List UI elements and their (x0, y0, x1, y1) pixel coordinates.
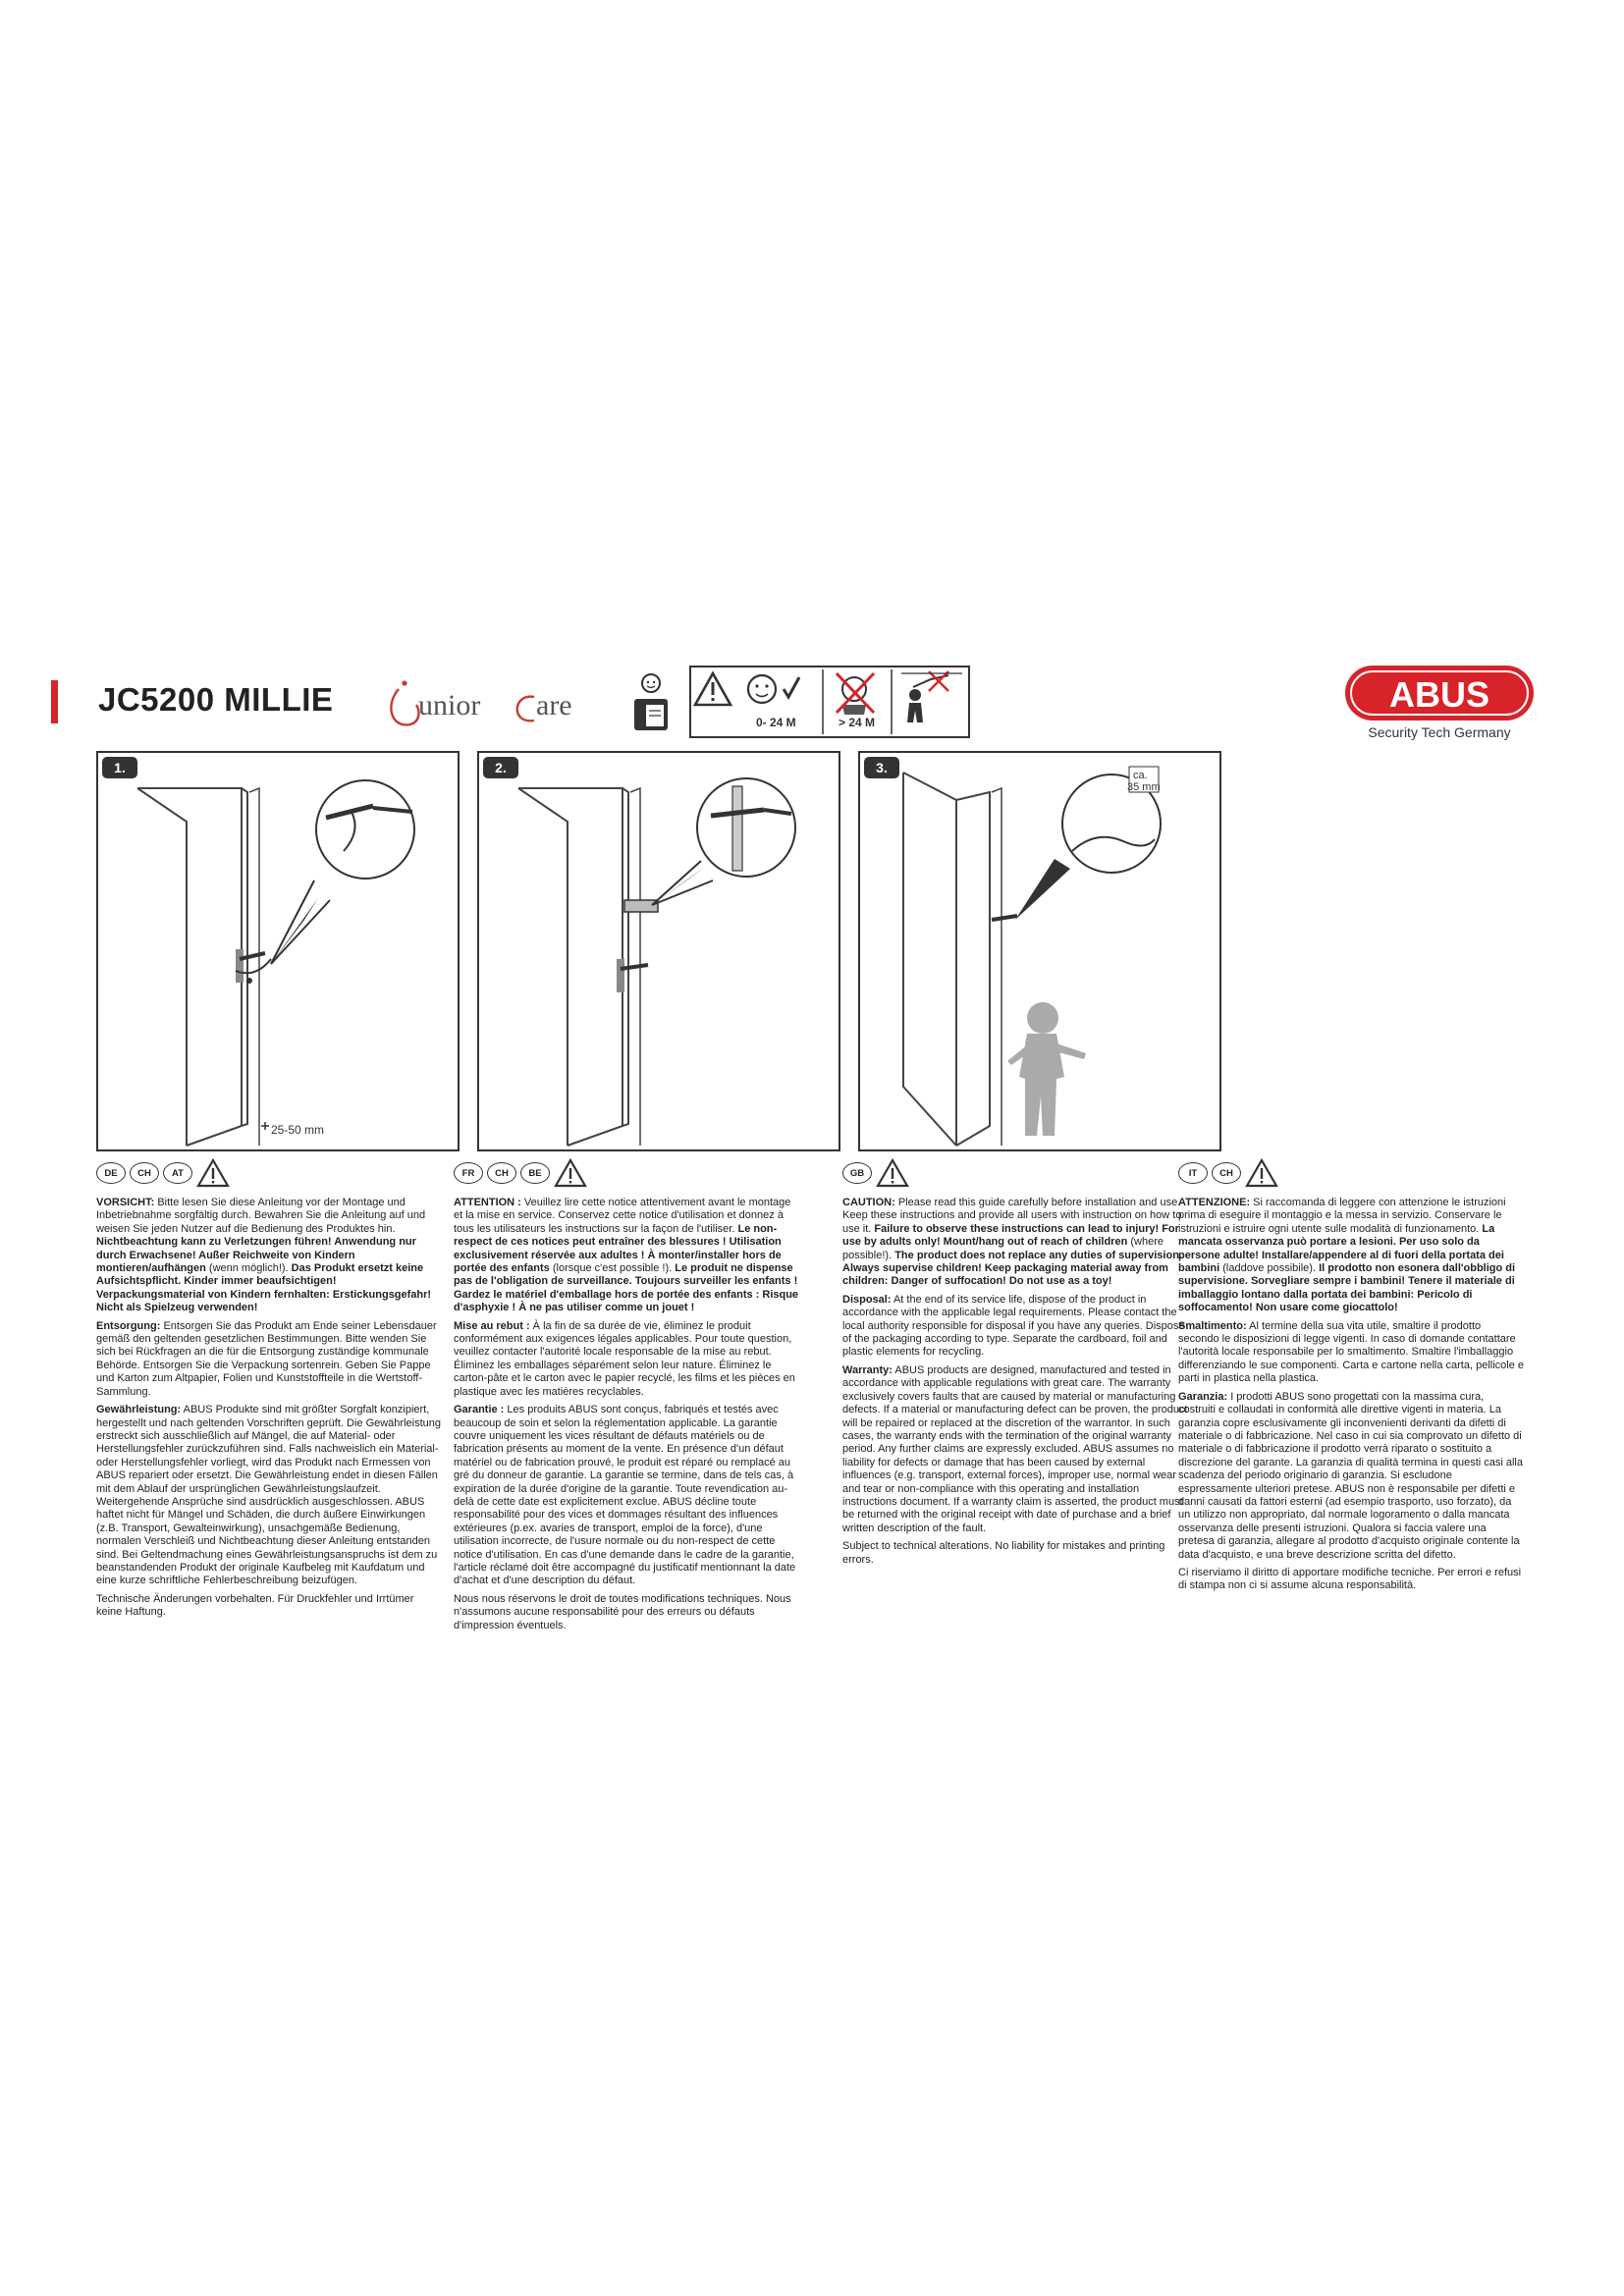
caution-text: Veuillez lire cette notice attentivement avant le montage et la mise en service. Conservez cette notice d'utilisation et donnez à tous les utilisateurs les instructions sur la façon de l'utiliser. (454, 1197, 791, 1235)
caution-bold: Failure to observe these instructions can lead to injury! For use by adults only! Mount/hang out of reach of children (842, 1222, 1179, 1249)
caution-bold-2: The product does not replace any duties of supervision. Always supervise children! Keep packaging material away from children: Danger of suffocation! Do not use as a toy! (842, 1249, 1182, 1288)
toddler-silhouette (1007, 1002, 1086, 1136)
column-it (1178, 1153, 1524, 1598)
disposal-text: At the end of its service life, dispose of the product in accordance with the applicable legal requirements. Please contact the local authority responsible for disposal if you have any queries. Dispose of the packaging according to type. Separate the cardboard, foil and plastic elements for recycling. (842, 1293, 1185, 1359)
age-warning-graphic (691, 667, 968, 736)
disposal-heading: Mise au rebut : (454, 1319, 530, 1332)
step-2-panel (477, 751, 840, 1151)
flag-badge: GB (842, 1162, 872, 1184)
caution-text: Bitte lesen Sie diese Anleitung vor der Montage und Inbetriebnahme sorgfältig durch. Bewahren Sie die Anleitung auf und weisen Sie jeden Nutzer auf die Bedienung des Produktes hin. (96, 1197, 426, 1235)
age-warning-box (689, 666, 970, 738)
caution-heading: ATTENZIONE: (1178, 1197, 1251, 1208)
caution-text-2: (wenn möglich!). (205, 1262, 292, 1275)
language-flags (842, 1153, 1188, 1193)
disclaimer-text: Nous nous réservons le droit de toutes modifications techniques. Nous n'assumons aucune responsabilité pour des erreurs ou défauts d'impression éventuels. (454, 1592, 791, 1631)
warning-icon (196, 1158, 230, 1188)
caution-text-2: (lorsque c'est possible !). (549, 1262, 676, 1275)
abus-logo (1343, 664, 1536, 722)
warranty-heading: Warranty: (842, 1363, 893, 1376)
disposal-text: Al termine della sua vita utile, smaltire il prodotto secondo le disposizioni di legge vigenti. In caso di domande contattare l'autorità locale responsabile per lo smaltimento. Smaltire l'imballaggio differenziando le sue componenti. Carta e cartone nella carta, pellicole e parti in plastica nella plastica. (1178, 1319, 1525, 1385)
caution-text: Please read this guide carefully before installation and use. Keep these instructions and provide all users with instruction on how to use it. (842, 1197, 1182, 1235)
product-title: JC5200 MILLIE (98, 681, 334, 718)
step-number: 3. (876, 760, 888, 775)
accent-bar (51, 680, 58, 723)
step-3-illustration (860, 753, 1219, 1149)
flag-badge: FR (454, 1162, 483, 1184)
age-ok-label: 0- 24 M (756, 716, 796, 729)
dimension-label: 25-50 mm (271, 1123, 325, 1137)
caution-heading: CAUTION: (842, 1197, 895, 1208)
disclaimer-text: Ci riserviamo il diritto di apportare modifiche tecniche. Per errori e refusi di stampa non ci si assume alcuna responsabilità. (1178, 1566, 1522, 1592)
caution-bold-2: Das Produkt ersetzt keine Aufsichtspflicht. Kinder immer beaufsichtigen! Verpackungsmaterial von Kindern fernhalten: Erstickungsgefahr! Nicht als Spielzeug verwenden! (96, 1262, 432, 1314)
flag-badge: BE (520, 1162, 550, 1184)
warning-icon (554, 1158, 587, 1188)
warranty-heading: Gewährleistung: (96, 1404, 182, 1416)
column-en (842, 1153, 1188, 1572)
toddler-icon (842, 677, 866, 701)
caution-heading: VORSICHT: (96, 1197, 155, 1208)
language-flags (454, 1153, 799, 1193)
column-de (96, 1153, 442, 1625)
disposal-text: À la fin de sa durée de vie, éliminez le produit conformément aux exigences légales applicables. Pour toute question, veuillez contacter l'autorité locale responsable de la mise au rebut. Éliminez les emballages séparément selon leur nature. Éliminez le carton-pâte et le carton avec le papier recyclé, les films et les pièces en plastique avec les matières recyclables. (454, 1319, 795, 1398)
flag-badge: CH (1212, 1162, 1241, 1184)
step-3-panel (858, 751, 1221, 1151)
flag-badge: IT (1178, 1162, 1208, 1184)
warranty-text: ABUS Produkte sind mit größter Sorgfalt konzipiert, hergestellt und nach geltenden Vorschriften geprüft. Die Gewährleistung erstreckt sich ausschließlich auf Mängel, die auf Material- oder Herstellungsfehler zurückzuführen sind. Falls nachweislich ein Material- oder Herstellungsfehler vorliegt, wird das Produkt nach Ermessen von ABUS repariert oder ersetzt. Die Gewährleistung endet in diesen Fällen mit dem Ablauf der ursprünglichen Gewährleistungslaufzeit. Weitergehende Ansprüche sind ausdrücklich ausgeschlossen. ABUS haftet nicht für Mängel und Schäden, die durch äußere Einwirkungen (z.B. Transport, Gewalteinwirkung), unsachgemäße Bedienung, normalen Verschleiß und Nichtbeachtung dieser Anleitung entstanden sind. Bei Geltendmachung eines Gewährleistungsanspruchs ist dem zu beanstandenden Produkt der originale Kaufbeleg mit Kaufdatum und eine kurze schriftliche Fehlerbeschreibung beizufügen. (96, 1404, 441, 1587)
caution-bold: Nichtbeachtung kann zu Verletzungen führen! Anwendung nur durch Erwachsene! Außer Reichweite von Kindern montieren/aufhängen (96, 1236, 416, 1275)
warning-icon (1245, 1158, 1278, 1188)
check-icon (784, 677, 799, 697)
language-flags (1178, 1153, 1524, 1193)
flag-badge: CH (487, 1162, 516, 1184)
disposal-heading: Entsorgung: (96, 1319, 161, 1332)
step-2-illustration (479, 753, 839, 1149)
caution-text-2: (laddove possibile). (1219, 1262, 1320, 1275)
disposal-heading: Disposal: (842, 1293, 892, 1306)
language-flags (96, 1153, 442, 1193)
step-1-panel (96, 751, 460, 1151)
caution-bold: Le non-respect de ces notices peut entraîner des blessures ! Utilisation exclusivement réservée aux adultes ! À monter/installer hors de portée des enfants (454, 1222, 782, 1275)
warranty-heading: Garanzia: (1178, 1390, 1228, 1403)
disposal-text: Entsorgen Sie das Produkt am Ende seiner Lebensdauer gemäß den geltenden gesetzlichen Bestimmungen. Bitte wenden Sie sich bei Rückfragen an die für die Entsorgung zuständige kommunale Behörde. Entsorgen Sie die Verpackung sortenrein. Geben Sie Pappe und Karton zum Altpapier, Folien und Kunststoffteile in die Wertstoff-Sammlung. (96, 1319, 437, 1398)
flag-badge: DE (96, 1162, 126, 1184)
warning-icon (876, 1158, 909, 1188)
column-text (454, 1197, 799, 1632)
caution-bold-2: Le produit ne dispense pas de l'obligation de surveillance. Toujours surveiller les enfants ! Gardez le matériel d'emballage hors de portée des enfants : Risque d'asphyxie ! À ne pas utiliser comme un jouet ! (454, 1262, 799, 1314)
disclaimer-text: Subject to technical alterations. No liability for mistakes and printing errors. (842, 1540, 1165, 1566)
abus-logo-text: ABUS (1388, 674, 1490, 715)
column-text (96, 1197, 442, 1620)
detail-label-2: 35 mm (1127, 781, 1161, 793)
logo-word-1: unior (418, 689, 481, 721)
detail-label-1: ca. (1133, 770, 1148, 781)
read-manual-icon (628, 671, 674, 734)
step-1-illustration (98, 753, 458, 1149)
column-fr (454, 1153, 799, 1637)
step-number: 1. (114, 760, 126, 775)
logo-word-2: are (536, 689, 572, 721)
warranty-text: I prodotti ABUS sono progettati con la massima cura, costruiti e collaudati in conformità alle direttive vigenti in materia. La garanzia copre esclusivamente gli inconvenienti derivanti da difetti di materiale o di fabbricazione. Nel caso in cui sia comprovato un difetto di materiale o di fabbricazione il prodotto verrà riparato o sostituito a discrezione del garante. La garanzia di qualità termina in questi casi alla scadenza del periodo originario di garanzia. Si escludone espressamente ulteriori pretese. ABUS non è responsabile per difetti e danni causati da fattori esterni (ad esempio trasporto, uso forzato), da un utilizzo non appropriato, dal normale logoramento o dalla mancata osservanza delle presenti istruzioni. Qualora si faccia valere una pretesa di garanzia, allegare al prodotto d'acquisto originale contente la data d'acquisto, e una breve descrizione scritta del difetto. (1178, 1390, 1523, 1561)
column-text (842, 1197, 1188, 1567)
step-number: 2. (495, 760, 507, 775)
junior-care-logo (381, 675, 607, 734)
column-text (1178, 1197, 1524, 1593)
caution-text-2: (where possible!). (842, 1236, 1164, 1261)
caution-bold-2: Il prodotto non esonera dall'obbligo di supervisione. Sorvegliare sempre i bambini! Tenere il materiale di imballaggio lontano dalla portata dei bambini: Pericolo di soffocamento! Non usare come giocattolo! (1178, 1262, 1516, 1314)
caution-bold: La mancata osservanza può portare a lesioni. Per uso solo da persone adulte! Installare/appendere al di fuori della portata dei bambini (1178, 1222, 1504, 1275)
flag-badge: AT (163, 1162, 192, 1184)
flag-badge: CH (130, 1162, 159, 1184)
age-no-label: > 24 M (839, 716, 876, 729)
abus-tagline: Security Tech Germany (1368, 724, 1511, 740)
warranty-text: ABUS products are designed, manufactured and tested in accordance with applicable regulations with great care. The warranty exclusively covers faults that are caused by material or manufacturing defects. If a material or manufacturing defect can be proven, the product will be repaired or replaced at the discretion of the warrantor. In such cases, the warranty ends with the termination of the original warranty period. Any further claims are expressly excluded. ABUS assumes no liability for defects or damage that has been caused by external influences (e.g. transport, external forces), improper use, normal wear and tear or non-compliance with this operating and installation instructions document. If a warranty claim is asserted, the product must be returned with the original receipt with date of purchase and a brief written description of the fault. (842, 1363, 1188, 1534)
disposal-heading: Smaltimento: (1178, 1319, 1247, 1332)
disclaimer-text: Technische Änderungen vorbehalten. Für Druckfehler und Irrtümer keine Haftung. (96, 1592, 414, 1619)
caution-heading: ATTENTION : (454, 1197, 521, 1208)
warranty-text: Les produits ABUS sont conçus, fabriqués et testés avec beaucoup de soin et selon la réglementation applicable. La garantie couvre uniquement les vices résultant de défauts matériels ou de fabrication présents au moment de la vente. En présence d'un défaut matériel ou de fabrication prouvé, le produit est réparé ou remplacé au gré du donneur de garantie. La garantie se termine, dans de tels cas, à expiration de la durée d'origine de la garantie. Toute revendication au-delà de cette date est explicitement exclue. ABUS décline toute responsabilité pour des vices et dommages résultant des influences extérieures (p.ex. avaries de transport, emploi de la force), d'une utilisation incorrecte, de l'usure normale ou du non-respect de cette notice d'utilisation. En cas d'une demande dans le cadre de la garantie, l'article réclamé doit être accompagné du justificatif mentionnant la date d'achat et d'une description du défaut. (454, 1404, 796, 1587)
happy-baby-icon (748, 675, 776, 703)
caution-text: Si raccomanda di leggere con attenzione le istruzioni prima di eseguire il montaggio e la messa in servizio. Conservare le istruzioni e istruire ogni utente sulle modalità di funzionamento. (1178, 1197, 1506, 1235)
warranty-heading: Garantie : (454, 1404, 505, 1416)
